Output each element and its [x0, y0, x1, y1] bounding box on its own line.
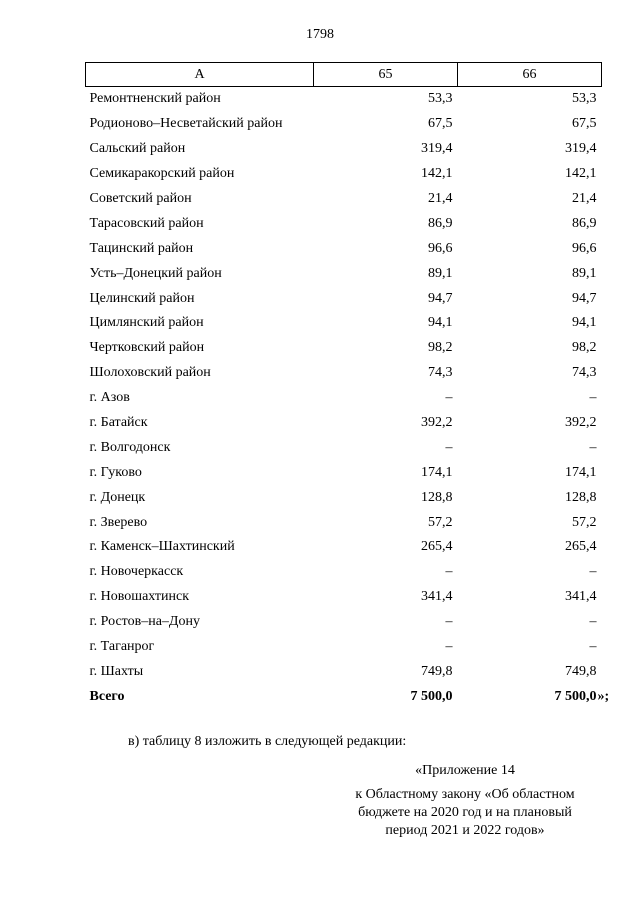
table-row	[86, 485, 602, 510]
total-value-66: 7 500,0	[554, 688, 597, 704]
row-value-65: 98,2	[428, 340, 453, 356]
table-row	[86, 560, 602, 585]
total-value-65: 7 500,0	[410, 688, 453, 704]
row-value-66: 265,4	[565, 539, 597, 555]
table-row	[86, 112, 602, 137]
row-name: Семикаракорский район	[89, 166, 235, 182]
row-value-65: 128,8	[421, 489, 453, 505]
row-value-66: 142,1	[565, 166, 597, 182]
row-value-65: 96,6	[428, 240, 453, 256]
row-value-66: 98,2	[572, 340, 597, 356]
row-value-65: –	[445, 564, 453, 580]
row-value-66: 86,9	[572, 215, 597, 231]
row-value-66: 96,6	[572, 240, 597, 256]
closing-quote: »;	[597, 688, 610, 704]
table-row	[86, 386, 602, 411]
data-table	[85, 62, 610, 709]
table-header-row	[86, 63, 602, 87]
table-row	[86, 211, 602, 236]
row-name: Ремонтненский район	[89, 91, 221, 107]
appendix-title: «Приложение 14	[415, 763, 515, 778]
row-value-66: 174,1	[565, 464, 597, 480]
row-name: Шолоховский район	[89, 365, 211, 381]
row-value-65: 319,4	[421, 141, 453, 157]
row-name: Усть–Донецкий район	[89, 265, 222, 281]
row-value-66: 89,1	[572, 265, 597, 281]
row-value-65: –	[445, 639, 453, 655]
row-value-66: –	[589, 639, 597, 655]
row-name: г. Донецк	[89, 489, 146, 505]
table-row	[86, 510, 602, 535]
row-name: г. Шахты	[89, 663, 144, 679]
row-value-65: 174,1	[421, 464, 453, 480]
table-row	[86, 286, 602, 311]
instruction-text: в) таблицу 8 изложить в следующей редакции:	[128, 734, 407, 749]
row-value-66: 67,5	[572, 116, 597, 132]
row-name: г. Гуково	[89, 464, 142, 480]
table-row	[86, 361, 602, 386]
total-value-66-cell	[458, 684, 610, 709]
row-name: г. Новошахтинск	[89, 589, 190, 605]
row-value-66: 57,2	[572, 514, 597, 530]
row-value-66: 94,7	[572, 290, 597, 306]
table-body	[86, 87, 610, 710]
row-value-66: 319,4	[565, 141, 597, 157]
table-row	[86, 535, 602, 560]
row-name: г. Ростов–на–Дону	[89, 614, 200, 630]
table-row	[86, 236, 602, 261]
row-value-65: 67,5	[428, 116, 453, 132]
row-value-65: 53,3	[428, 91, 453, 107]
row-value-65: –	[445, 390, 453, 406]
row-value-66: –	[589, 614, 597, 630]
row-name: Чертковский район	[89, 340, 205, 356]
row-value-65: 749,8	[421, 663, 453, 679]
row-value-65: 94,7	[428, 290, 453, 306]
header-col-a: А	[86, 63, 314, 87]
table-row	[86, 411, 602, 436]
header-col-66: 66	[458, 63, 602, 87]
row-value-65: 392,2	[421, 415, 453, 431]
row-name: г. Азов	[89, 390, 130, 406]
total-label: Всего	[89, 688, 125, 704]
row-name: Целинский район	[89, 290, 195, 306]
row-value-65: 341,4	[421, 589, 453, 605]
row-value-66: –	[589, 439, 597, 455]
table-row	[86, 87, 602, 112]
table-row	[86, 585, 602, 610]
row-value-66: 341,4	[565, 589, 597, 605]
row-value-65: 21,4	[428, 191, 453, 206]
total-row	[86, 684, 602, 709]
appendix-subtitle	[330, 786, 600, 840]
row-name: г. Таганрог	[89, 639, 155, 655]
table-row	[86, 460, 602, 485]
table-row	[86, 435, 602, 460]
row-value-66: –	[589, 390, 597, 406]
row-value-66: 94,1	[572, 315, 597, 331]
row-name: Сальский район	[89, 141, 186, 157]
row-value-65: 94,1	[428, 315, 453, 331]
appendix-line: бюджете на 2020 год и на плановый	[358, 805, 572, 820]
appendix-line: к Областному закону «Об областном	[355, 787, 575, 802]
row-name: г. Зверево	[89, 514, 148, 530]
table-row	[86, 162, 602, 187]
table-row	[86, 187, 602, 212]
table-row	[86, 261, 602, 286]
header-col-65: 65	[314, 63, 458, 87]
page-number: 1798	[306, 27, 334, 42]
row-name: г. Новочеркасск	[89, 564, 184, 580]
row-name: Родионово–Несветайский район	[89, 116, 283, 132]
appendix-line: период 2021 и 2022 годов»	[385, 823, 545, 838]
row-value-66: 74,3	[572, 365, 597, 381]
table-row	[86, 659, 602, 684]
row-name: Тацинский район	[89, 240, 194, 256]
row-value-65: 265,4	[421, 539, 453, 555]
row-value-66: 128,8	[565, 489, 597, 505]
row-name: г. Батайск	[89, 415, 148, 431]
row-value-66: 53,3	[572, 91, 597, 107]
row-value-65: –	[445, 439, 453, 455]
row-value-65: 86,9	[428, 215, 453, 231]
table-row	[86, 336, 602, 361]
row-value-66: –	[589, 564, 597, 580]
row-name: Цимлянский район	[89, 315, 204, 331]
row-name: г. Волгодонск	[89, 439, 171, 455]
row-name: Тарасовский район	[89, 215, 204, 231]
table-row	[86, 137, 602, 162]
row-name: Советский район	[89, 191, 192, 206]
row-value-66: 749,8	[565, 663, 597, 679]
table-row	[86, 610, 602, 635]
row-value-65: 74,3	[428, 365, 453, 381]
row-name: г. Каменск–Шахтинский	[89, 539, 235, 555]
row-value-66: 392,2	[565, 415, 597, 431]
row-value-65: 89,1	[428, 265, 453, 281]
row-value-65: 57,2	[428, 514, 453, 530]
row-value-65: 142,1	[421, 166, 453, 182]
table-row	[86, 635, 602, 660]
row-value-65: –	[445, 614, 453, 630]
table-row	[86, 311, 602, 336]
row-value-66: 21,4	[572, 191, 597, 206]
